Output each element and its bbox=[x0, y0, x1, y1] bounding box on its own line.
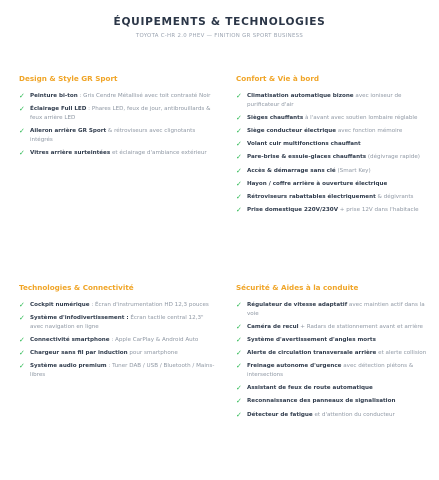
item-feature: Chargeur sans fil par induction bbox=[30, 350, 128, 357]
list-item bbox=[236, 384, 432, 393]
page-subtitle: TOYOTA C-HR 2.0 PHEV — FINITION GR SPORT BUSINESS bbox=[135, 33, 304, 39]
checkmark-icon: ✓ bbox=[236, 113, 242, 122]
item-detail: à l'avant avec soutien lombaire réglable bbox=[303, 114, 418, 121]
checkmark-icon: ✓ bbox=[19, 314, 25, 323]
item-text bbox=[30, 336, 198, 345]
item-feature: Reconnaissance des panneaux de signalisation bbox=[247, 398, 396, 405]
item-feature: Siège conducteur électrique bbox=[247, 127, 337, 134]
item-feature: Aileron arrière GR Sport bbox=[30, 127, 107, 134]
list-item bbox=[236, 323, 432, 332]
section-heading: Sécurité & Aides à la conduite bbox=[236, 283, 359, 292]
list-item bbox=[236, 362, 432, 380]
item-feature: Système audio premium bbox=[30, 363, 107, 370]
list-item bbox=[236, 167, 432, 176]
list-item bbox=[236, 92, 432, 110]
page-title: ÉQUIPEMENTS & TECHNOLOGIES bbox=[113, 16, 326, 28]
item-list bbox=[19, 92, 215, 158]
list-item bbox=[19, 336, 215, 345]
item-detail: & dégivrants bbox=[375, 193, 414, 200]
list-item bbox=[236, 336, 432, 345]
item-detail: avec ioniseur de purificateur d'air bbox=[247, 93, 402, 108]
item-feature: Sièges chauffants bbox=[247, 114, 304, 121]
item-feature: Climatisation automatique bizone bbox=[247, 93, 354, 99]
section-technology bbox=[19, 283, 215, 384]
section-heading: Confort & Vie à bord bbox=[236, 74, 320, 83]
list-item bbox=[236, 193, 432, 202]
item-feature: Assistant de feux de route automatique bbox=[247, 385, 373, 392]
item-detail: : Tuner DAB / USB / Bluetooth / Mains-libres bbox=[30, 363, 215, 379]
checkmark-icon: ✓ bbox=[236, 410, 242, 419]
item-text bbox=[247, 153, 420, 162]
item-text bbox=[247, 323, 423, 332]
item-text bbox=[247, 92, 432, 110]
item-text bbox=[247, 349, 426, 358]
list-item bbox=[19, 149, 215, 158]
item-list bbox=[19, 301, 215, 380]
item-detail: avec maintien actif dans la voie bbox=[247, 302, 425, 317]
checkmark-icon: ✓ bbox=[236, 397, 242, 406]
list-item bbox=[236, 153, 432, 162]
item-detail: + prise 12V dans l'habitacle bbox=[338, 207, 419, 214]
checkmark-icon: ✓ bbox=[236, 384, 242, 393]
list-item bbox=[19, 362, 215, 380]
item-feature: Cockpit numérique bbox=[30, 302, 90, 308]
list-item bbox=[236, 411, 432, 420]
item-text bbox=[30, 362, 215, 380]
checkmark-icon: ✓ bbox=[236, 126, 242, 135]
item-text bbox=[247, 362, 432, 380]
item-feature: Pare-brise & essuie-glaces chauffants bbox=[247, 154, 367, 161]
item-text bbox=[247, 193, 413, 202]
item-detail: & rétroviseurs avec clignotants intégrés bbox=[30, 127, 196, 143]
list-item bbox=[236, 180, 432, 189]
list-item bbox=[236, 349, 432, 358]
item-feature: Régulateur de vitesse adaptatif bbox=[247, 302, 348, 308]
section-comfort bbox=[236, 74, 432, 219]
item-text bbox=[30, 92, 210, 101]
checkmark-icon: ✓ bbox=[236, 192, 242, 201]
item-detail: avec fonction mémoire bbox=[336, 127, 403, 134]
item-detail: Écran tactile central 12,3" avec navigation en ligne bbox=[30, 315, 204, 330]
item-text bbox=[247, 206, 419, 215]
item-feature: Rétroviseurs rabattables électriquement bbox=[247, 193, 376, 200]
item-feature: Alerte de circulation transversale arrière bbox=[247, 350, 377, 357]
section-heading: Technologies & Connectivité bbox=[19, 283, 134, 292]
list-item bbox=[236, 140, 432, 149]
item-text bbox=[247, 336, 376, 345]
item-text bbox=[247, 411, 395, 420]
item-detail: : Écran d'instrumentation HD 12,3 pouces bbox=[89, 302, 209, 308]
item-feature: Vitres arrière surteintées bbox=[30, 149, 111, 156]
checkmark-icon: ✓ bbox=[19, 126, 25, 135]
list-item bbox=[19, 92, 215, 101]
list-item bbox=[236, 127, 432, 136]
item-detail: et d'attention du conducteur bbox=[312, 411, 395, 418]
list-item bbox=[236, 206, 432, 215]
item-text bbox=[247, 180, 387, 189]
section-heading: Design & Style GR Sport bbox=[19, 74, 118, 83]
item-feature: Peinture bi-ton bbox=[30, 93, 78, 99]
item-detail: + Radars de stationnement avant et arrière bbox=[298, 323, 423, 330]
item-feature: Connectivité smartphone bbox=[30, 336, 110, 343]
checkmark-icon: ✓ bbox=[236, 301, 242, 309]
checkmark-icon: ✓ bbox=[19, 301, 25, 309]
checkmark-icon: ✓ bbox=[236, 92, 242, 100]
item-text bbox=[247, 397, 395, 406]
item-text bbox=[247, 127, 402, 136]
item-text bbox=[30, 127, 215, 145]
list-item bbox=[19, 314, 215, 332]
checkmark-icon: ✓ bbox=[19, 362, 25, 371]
item-feature: Hayon / coffre arrière à ouverture électrique bbox=[247, 180, 388, 187]
list-item bbox=[19, 127, 215, 145]
item-feature: Caméra de recul bbox=[247, 323, 299, 330]
checkmark-icon: ✓ bbox=[236, 166, 242, 175]
section-safety bbox=[236, 283, 432, 424]
item-text bbox=[30, 349, 178, 358]
item-feature: Éclairage Full LED bbox=[30, 106, 87, 113]
item-detail: : Phares LED, feux de jour, antibrouillards & feux arrière LED bbox=[30, 106, 211, 121]
item-text bbox=[30, 149, 207, 158]
item-text bbox=[247, 140, 361, 149]
item-feature: Volant cuir multifonctions chauffant bbox=[247, 141, 361, 148]
section-design bbox=[19, 74, 215, 162]
checkmark-icon: ✓ bbox=[236, 349, 242, 358]
checkmark-icon: ✓ bbox=[236, 206, 242, 215]
item-text bbox=[247, 167, 371, 176]
checkmark-icon: ✓ bbox=[236, 140, 242, 149]
list-item bbox=[19, 349, 215, 358]
list-item bbox=[19, 105, 215, 123]
checkmark-icon: ✓ bbox=[236, 362, 242, 371]
item-feature: Accès & démarrage sans clé bbox=[247, 167, 336, 174]
checkmark-icon: ✓ bbox=[236, 335, 242, 344]
item-feature: Détecteur de fatigue bbox=[247, 411, 313, 418]
item-text bbox=[247, 114, 417, 123]
item-list bbox=[236, 92, 432, 215]
checkmark-icon: ✓ bbox=[19, 335, 25, 344]
item-list bbox=[236, 301, 432, 420]
checkmark-icon: ✓ bbox=[19, 105, 25, 114]
checkmark-icon: ✓ bbox=[236, 179, 242, 188]
checkmark-icon: ✓ bbox=[19, 92, 25, 100]
item-detail: (dégivrage rapide) bbox=[366, 154, 420, 161]
item-text bbox=[247, 301, 432, 319]
list-item bbox=[19, 301, 215, 310]
item-feature: Freinage autonome d'urgence bbox=[247, 363, 342, 370]
item-detail: : Apple CarPlay & Android Auto bbox=[109, 336, 199, 343]
list-item bbox=[236, 301, 432, 319]
item-text bbox=[30, 105, 215, 123]
checkmark-icon: ✓ bbox=[19, 148, 25, 157]
item-detail: pour smartphone bbox=[127, 350, 178, 357]
item-detail: avec détection piétons & intersections bbox=[247, 363, 414, 379]
checkmark-icon: ✓ bbox=[19, 349, 25, 358]
item-detail: (Smart Key) bbox=[335, 167, 371, 174]
list-item bbox=[236, 397, 432, 406]
item-feature: Système d'infodivertissement : bbox=[30, 315, 129, 322]
list-item bbox=[236, 114, 432, 123]
item-feature: Système d'avertissement d'angles morts bbox=[247, 336, 376, 343]
item-text bbox=[247, 384, 373, 393]
item-text bbox=[30, 301, 209, 310]
checkmark-icon: ✓ bbox=[236, 322, 242, 331]
item-detail: : Gris Cendre Métallisé avec toit contrasté Noir bbox=[77, 93, 211, 99]
item-feature: Prise domestique 220V/230V bbox=[247, 207, 339, 214]
item-detail: et éclairage d'ambiance extérieur bbox=[110, 149, 207, 156]
item-detail: et alerte collision bbox=[376, 350, 427, 357]
item-text bbox=[30, 314, 215, 332]
checkmark-icon: ✓ bbox=[236, 153, 242, 162]
